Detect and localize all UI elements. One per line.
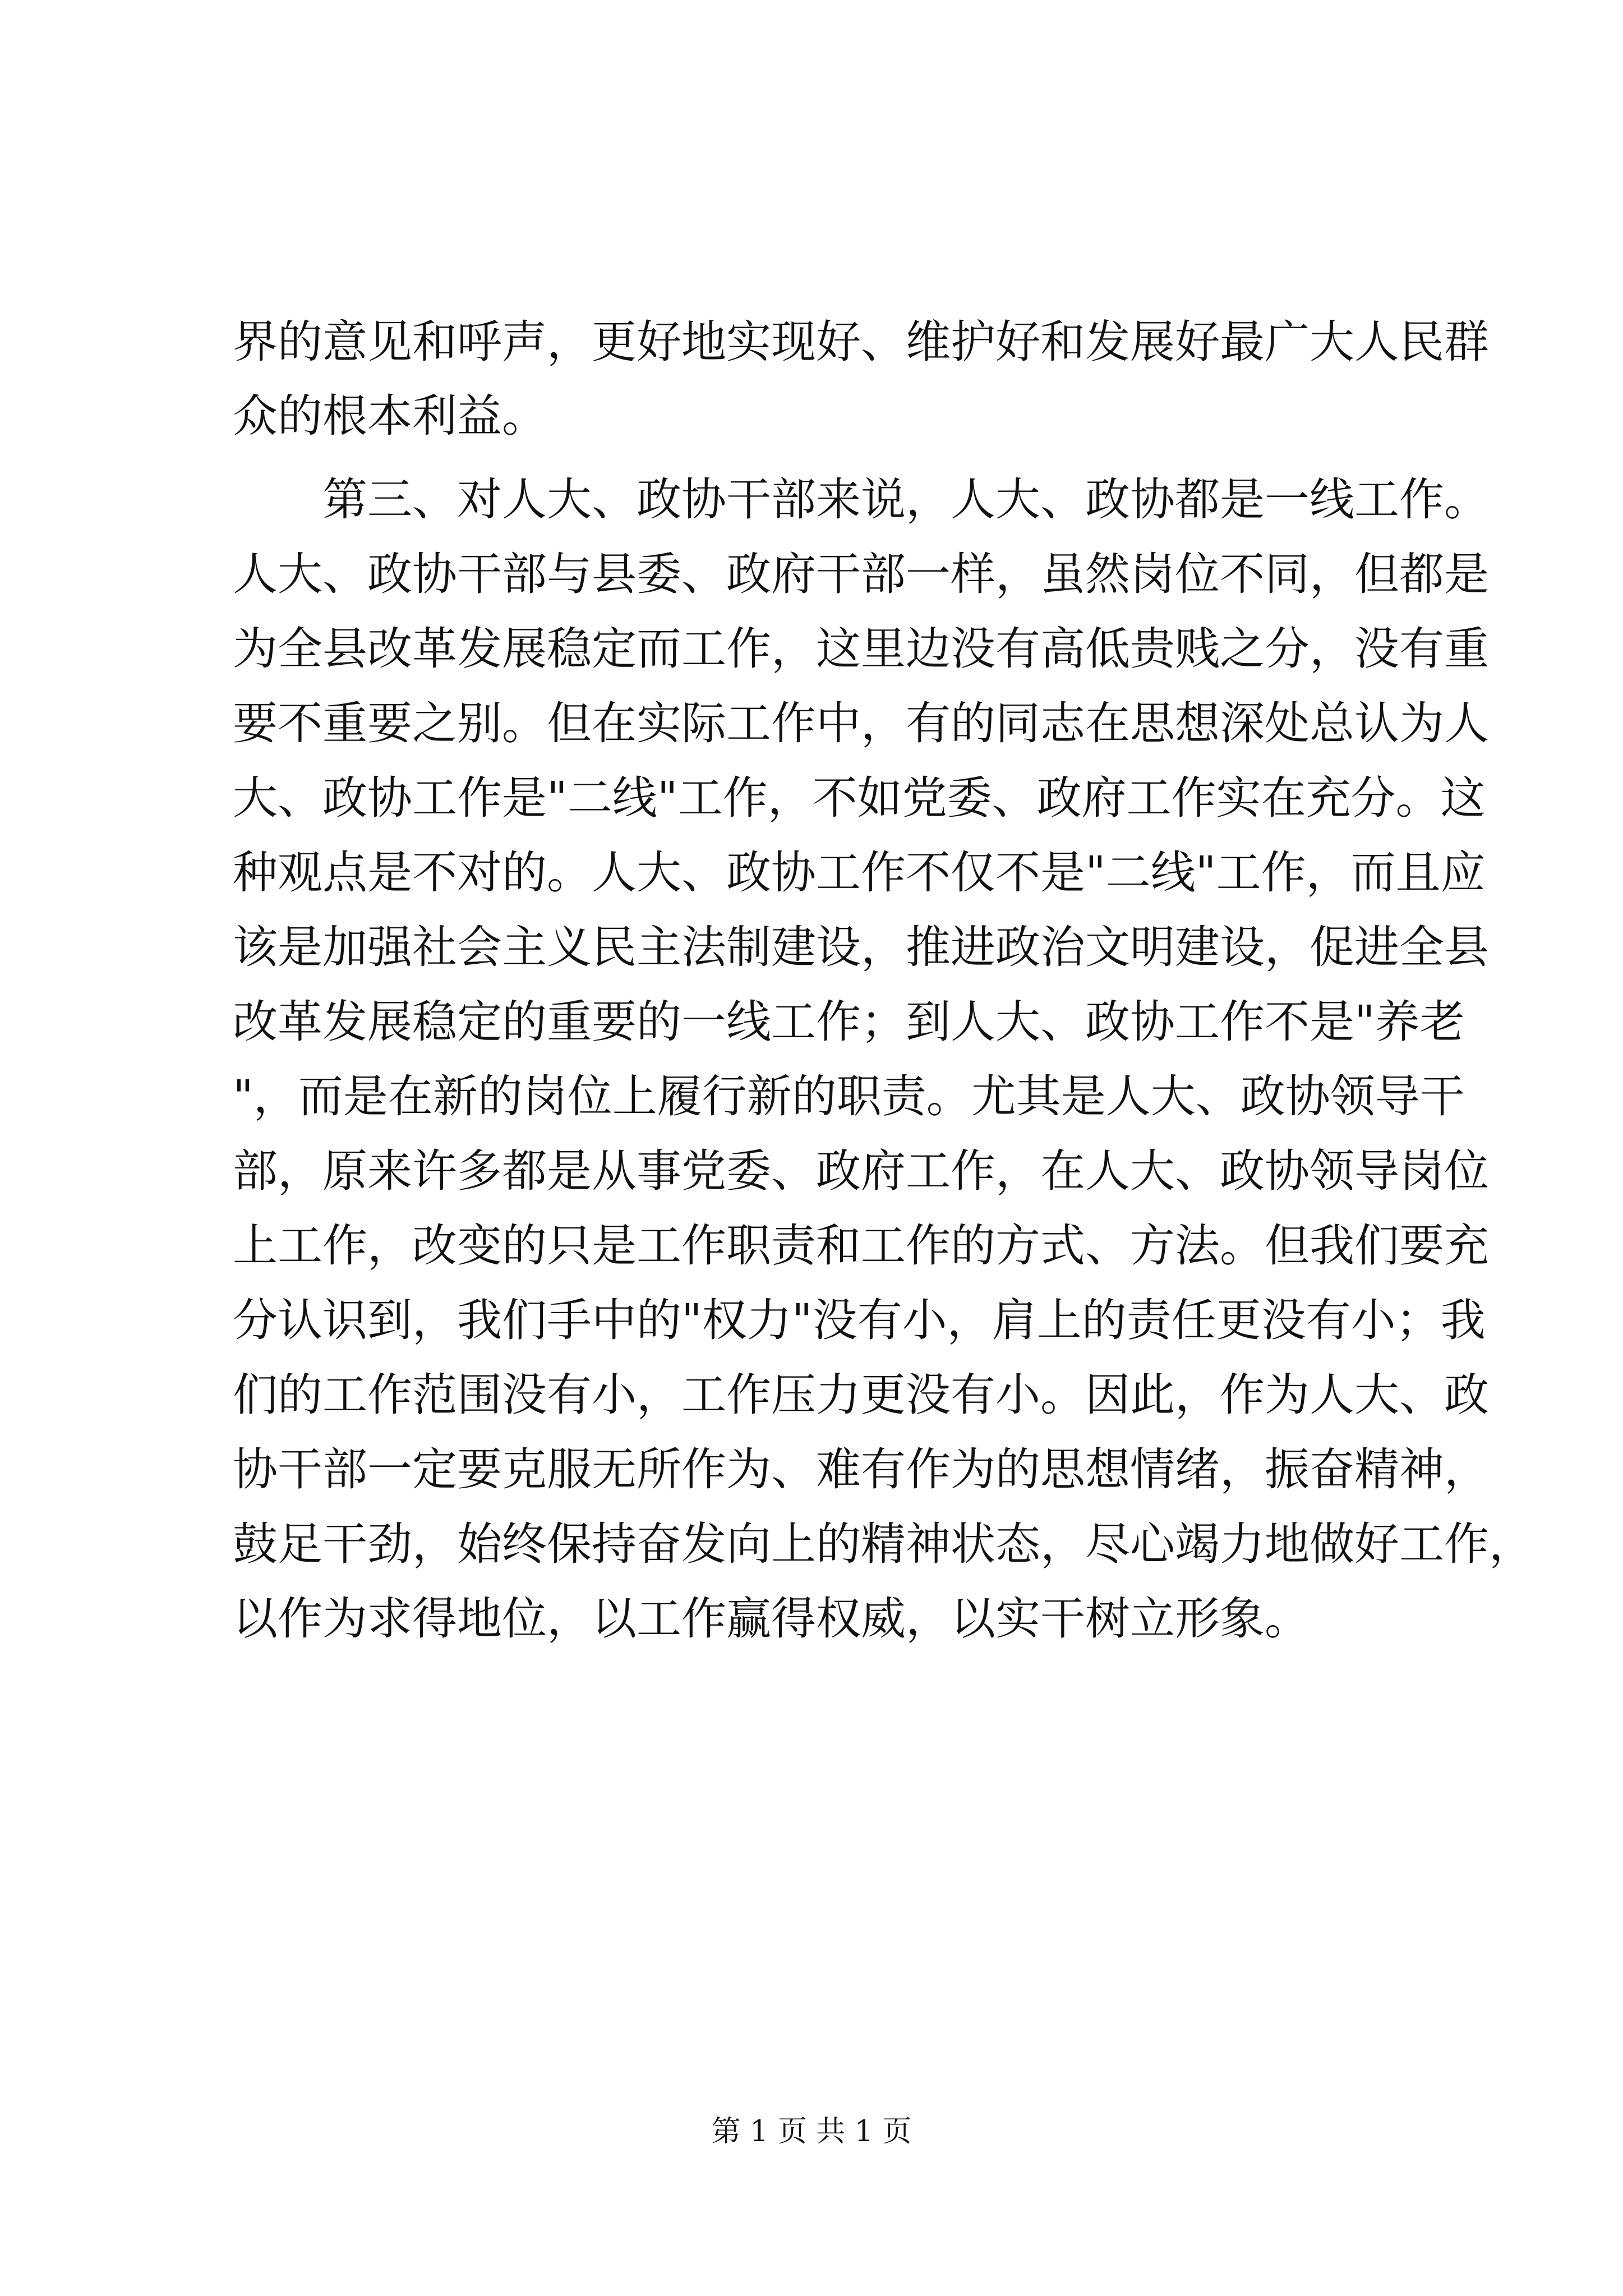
body-text-line: 要不重要之别。但在实际工作中，有的同志在思想深处总认为人 (233, 697, 1489, 749)
body-text-line: 们的工作范围没有小，工作压力更没有小。因此，作为人大、政 (233, 1369, 1489, 1421)
body-text-line: 界的意见和呼声，更好地实现好、维护好和发展好最广大人民群 (233, 316, 1489, 368)
body-text-line: 以作为求得地位，以工作赢得权威，以实干树立形象。 (233, 1593, 1310, 1645)
body-text-line: 上工作，改变的只是工作职责和工作的方式、方法。但我们要充 (233, 1220, 1489, 1272)
body-text-line: 人大、政协干部与县委、政府干部一样，虽然岗位不同，但都是 (233, 548, 1489, 600)
body-text-line: 种观点是不对的。人大、政协工作不仅不是"二线"工作，而且应 (233, 846, 1486, 899)
body-text-line: 分认识到，我们手中的"权力"没有小，肩上的责任更没有小；我 (233, 1294, 1486, 1346)
body-text-line: 部，原来许多都是从事党委、政府工作，在人大、政协领导岗位 (233, 1145, 1489, 1197)
body-text-line: 协干部一定要克服无所作为、难有作为的思想情绪，振奋精神， (233, 1443, 1489, 1496)
body-text-line: 大、政协工作是"二线"工作，不如党委、政府工作实在充分。这 (233, 772, 1486, 824)
body-text-line: 鼓足干劲，始终保持奋发向上的精神状态，尽心竭力地做好工作， (233, 1518, 1534, 1570)
page-number-footer: 第 1 页 共 1 页 (711, 2115, 912, 2148)
body-text-line: 该是加强社会主义民主法制建设，推进政治文明建设，促进全县 (233, 921, 1489, 973)
body-text-line: 第三、对人大、政协干部来说，人大、政协都是一线工作。 (233, 473, 1489, 526)
body-text-line: 改革发展稳定的重要的一线工作；到人大、政协工作不是"养老 (233, 996, 1465, 1048)
body-text-line: "，而是在新的岗位上履行新的职责。尤其是人大、政协领导干 (233, 1070, 1465, 1122)
body-text-line: 为全县改革发展稳定而工作，这里边没有高低贵贱之分，没有重 (233, 623, 1489, 675)
body-text-line: 众的根本利益。 (233, 390, 547, 442)
